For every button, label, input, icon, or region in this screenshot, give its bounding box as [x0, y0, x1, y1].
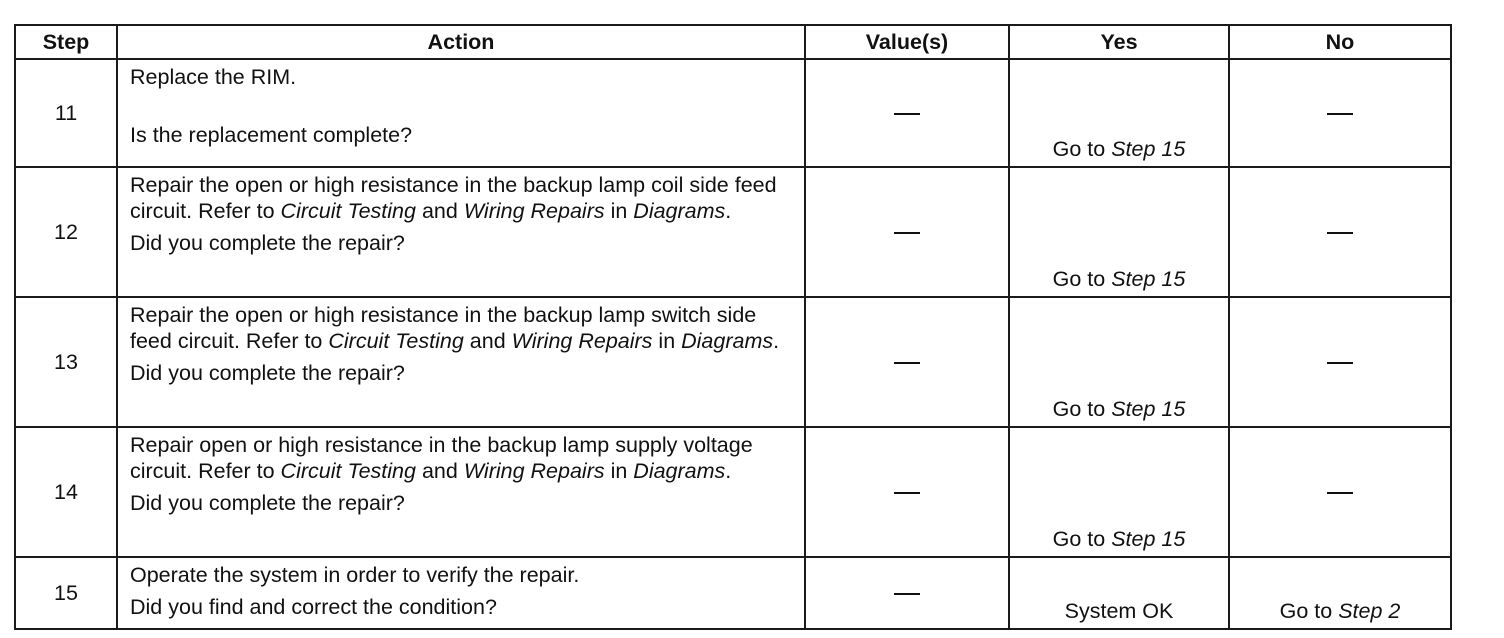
table-body — [15, 59, 1451, 629]
value-cell — [805, 297, 1009, 427]
dash-mark — [1327, 362, 1353, 364]
table-row — [15, 557, 1451, 629]
doc-reference: Wiring Repairs — [463, 459, 605, 483]
action-question: Did you complete the repair? — [130, 361, 405, 385]
yes-cell — [1009, 427, 1229, 557]
no-cell — [1229, 297, 1451, 427]
goto-prefix: Go to — [1052, 137, 1112, 161]
action-question: Did you complete the repair? — [130, 231, 405, 255]
action-instruction: Repair open or high resistance in the backup lamp supply voltage circuit. Refer to Circuit Testing and Wiring Repairs in Diagrams. — [130, 433, 753, 483]
doc-reference: Circuit Testing — [280, 459, 416, 483]
dash-mark — [1327, 232, 1353, 234]
goto-step-ref: Step 2 — [1338, 599, 1401, 623]
table-row — [15, 297, 1451, 427]
yes-cell — [1009, 59, 1229, 167]
header-row — [15, 25, 1451, 59]
action-cell — [117, 297, 805, 427]
step-number: 13 — [15, 297, 117, 427]
action-instruction: Repair the open or high resistance in the backup lamp coil side feed circuit. Refer to Circuit Testing and Wiring Repairs in Diagrams. — [130, 173, 777, 223]
yes-cell: System OK — [1009, 557, 1229, 629]
diagnostic-table — [14, 24, 1452, 630]
action-instruction: Replace the RIM. — [130, 65, 297, 89]
goto-prefix: Go to — [1279, 599, 1339, 623]
step-number: 12 — [15, 167, 117, 297]
header-no: No — [1229, 25, 1451, 59]
yes-cell — [1009, 297, 1229, 427]
doc-reference: Circuit Testing — [328, 329, 464, 353]
value-cell — [805, 59, 1009, 167]
action-cell — [117, 427, 805, 557]
dash-mark — [894, 113, 920, 115]
value-cell — [805, 427, 1009, 557]
table-row — [15, 427, 1451, 557]
goto-step-ref: Step 15 — [1111, 527, 1186, 551]
value-cell — [805, 557, 1009, 629]
action-cell — [117, 167, 805, 297]
goto-prefix: Go to — [1052, 397, 1112, 421]
dash-mark — [1327, 113, 1353, 115]
step-number: 15 — [15, 557, 117, 629]
doc-reference: Diagrams — [681, 329, 774, 353]
doc-reference: Diagrams — [633, 459, 726, 483]
value-cell — [805, 167, 1009, 297]
goto-prefix: Go to — [1052, 527, 1112, 551]
no-cell — [1229, 427, 1451, 557]
action-question: Did you complete the repair? — [130, 491, 405, 515]
no-cell — [1229, 167, 1451, 297]
action-question: Is the replacement complete? — [130, 123, 413, 147]
action-question: Did you find and correct the condition? — [130, 595, 497, 619]
action-instruction: Operate the system in order to verify the repair. — [130, 563, 580, 587]
header-values: Value(s) — [805, 25, 1009, 59]
dash-mark — [1327, 492, 1353, 494]
yes-cell — [1009, 167, 1229, 297]
goto-prefix: Go to — [1052, 267, 1112, 291]
table-row — [15, 59, 1451, 167]
goto-step-ref: Step 15 — [1111, 397, 1186, 421]
doc-reference: Wiring Repairs — [463, 199, 605, 223]
dash-mark — [894, 362, 920, 364]
dash-mark — [894, 232, 920, 234]
action-cell — [117, 557, 805, 629]
header-action: Action — [117, 25, 805, 59]
step-number: 14 — [15, 427, 117, 557]
goto-step-ref: Step 15 — [1111, 137, 1186, 161]
header-step: Step — [15, 25, 117, 59]
doc-reference: Diagrams — [633, 199, 726, 223]
goto-step-ref: Step 15 — [1111, 267, 1186, 291]
no-cell — [1229, 59, 1451, 167]
doc-reference: Circuit Testing — [280, 199, 416, 223]
step-number: 11 — [15, 59, 117, 167]
dash-mark — [894, 593, 920, 595]
header-yes: Yes — [1009, 25, 1229, 59]
action-instruction: Repair the open or high resistance in the backup lamp switch side feed circuit. Refer to Circuit Testing and Wiring Repairs in Diagrams. — [130, 303, 780, 353]
table-row — [15, 167, 1451, 297]
dash-mark — [894, 492, 920, 494]
no-cell — [1229, 557, 1451, 629]
action-cell — [117, 59, 805, 167]
doc-reference: Wiring Repairs — [511, 329, 653, 353]
